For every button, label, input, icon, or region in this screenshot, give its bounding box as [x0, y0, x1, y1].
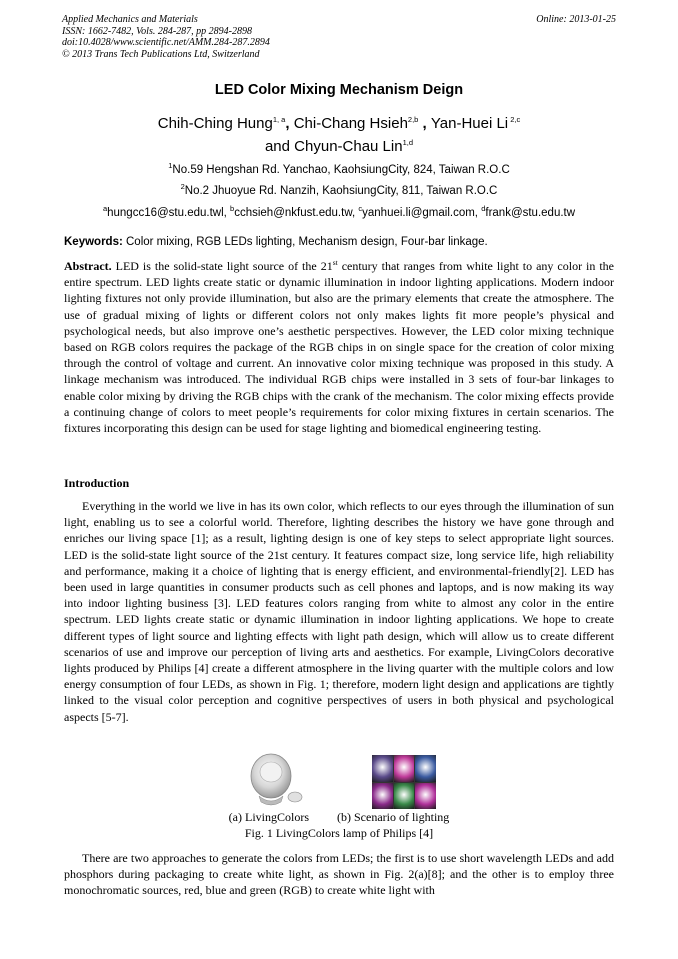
abstract-sup: st: [332, 258, 338, 267]
affiliation-2: [0, 182, 678, 197]
scene-cell: [415, 783, 436, 810]
aff-sup: 2: [180, 182, 185, 192]
email-link[interactable]: frank@stu.edu.tw: [485, 207, 576, 219]
keywords-label: Keywords:: [64, 236, 123, 248]
email-sup: c: [358, 204, 363, 214]
separator: ,: [418, 115, 431, 132]
scene-cell: [394, 755, 415, 782]
author-sup: 1,d: [402, 138, 414, 147]
author-name: Yan-Huei Li: [430, 115, 509, 132]
keywords-text: Color mixing, RGB LEDs lighting, Mechanism design, Four-bar linkage.: [122, 236, 488, 248]
paper-title: LED Color Mixing Mechanism Deign: [214, 82, 464, 98]
scene-cell: [372, 783, 393, 810]
lighting-scenario-image: [372, 755, 436, 809]
abstract-text: century that ranges from white light to any color in the entire spectrum. LED lights create static or dynamic illumination in indoor lighting applications. Modern indoor lighting fixtures not only provide illumination, but also are the primary elements that create the atmosphere. The use of gradual mixing of lights or different colors not only makes lights fit more people’s physical and psychological needs, but also improve one’s aesthetic perspectives. However, the LED color mixing technique based on RGB colors requires the package of the RGB chips in on single space for the creation of color mixing through the control of voltage and current. An innovative color mixing technique was proposed in this study. A linkage mechanism was introduced. The individual RGB chips were installed in 3 sets of four-bar linkages to enable color mixing by driving the RGB chips with the crank of the mechanism. The color mixing effects provide a continuing change of colors to meet people’s requirements for color mixing fixtures in certain scenarios. The fixtures incorporating this design can be used for stage lighting and biomedical engineering testing.: [64, 259, 615, 436]
scene-cell: [394, 783, 415, 810]
author-name: Chih-Ching Hung: [157, 115, 273, 132]
livingcolors-lamp-image: [245, 752, 305, 810]
figure-caption: Fig. 1 LivingColors lamp of Philips [4]: [244, 826, 434, 840]
author-name: Chi-Chang Hsieh: [293, 115, 408, 132]
affiliation-1: [0, 161, 678, 176]
aff-sup: 1: [168, 161, 173, 171]
abstract-label: Abstract.: [64, 259, 112, 273]
scene-cell: [415, 755, 436, 782]
abstract: [64, 258, 614, 436]
subcaption-a: (a) LivingColors: [228, 810, 309, 824]
subcaption-b: (b) Scenario of lighting: [337, 810, 450, 824]
aff-text: No.59 Hengshan Rd. Yanchao, KaohsiungCity, 824, Taiwan R.O.C: [172, 164, 510, 176]
email-link[interactable]: hungcc16@stu.edu.twl,: [107, 207, 231, 219]
author-sup: 2,c: [508, 115, 521, 124]
email-sup: b: [230, 204, 235, 214]
email-list: [0, 204, 678, 219]
author-name: Chyun-Chau Lin: [294, 138, 403, 155]
email-link[interactable]: yanhuei.li@gmail.com,: [362, 207, 482, 219]
email-sup: a: [102, 204, 108, 214]
author-sup: 2,b: [407, 115, 419, 124]
subfigure-captions: [0, 810, 678, 825]
scene-cell: [372, 755, 393, 782]
section-heading: Introduction: [64, 476, 130, 490]
journal-name: Applied Mechanics and Materials: [62, 14, 198, 25]
intro-paragraph-2: There are two approaches to generate the colors from LEDs; the first is to use short wavelength LEDs and add phosphors during packaging to create white light, as shown in Fig. 2(a)[8]; and the other is to employ three monochromatic sources, red, blue and green (RGB) to create white light with: [64, 851, 614, 898]
issn: ISSN: 1662-7482, Vols. 284-287, pp 2894-2898: [62, 25, 252, 37]
keywords: [64, 236, 614, 248]
copyright: © 2013 Trans Tech Publications Ltd, Switzerland: [62, 48, 260, 60]
author-list: [0, 112, 678, 158]
online-date: Online: 2013-01-25: [536, 14, 616, 25]
doi: doi:10.4028/www.scientific.net/AMM.284-287.2894: [62, 37, 270, 48]
aff-text: No.2 Jhuoyue Rd. Nanzih, KaohsiungCity, 811, Taiwan R.O.C: [184, 185, 498, 197]
email-link[interactable]: cchsieh@nkfust.edu.tw,: [234, 207, 359, 219]
author-sup: 1, a: [272, 115, 286, 124]
intro-paragraph-1: Everything in the world we live in has its own color, which reflects to our eyes through the illumination of sun light, enabling us to see a colorful world. Therefore, lighting describes the history we have gone through and enriches our living space [1]; as a result, lighting design is one of key steps to select appropriate light sources. LED is the solid-state light source of the 21st century. It features compact size, long service life, high reliability and performance, making it a choice of lighting that is energy efficient, and environmental-friendly[2]. LED has been used in large quantities in consumer products such as cell phones and laptops, and is now making its way into indoor lighting business [3]. LED features colors ranging from white to almost any color in the entire spectrum. LED lights create static or dynamic illumination in indoor lighting applications. We hope to create different types of light source and lighting effects with light path design, which will allow us to create different scenarios of use and improve our perception of living arts and aesthetics. For example, LivingColors decorative lights produced by Philips [4] create a different atmosphere in the living quarter with the multiple colors and low energy consumption of four LEDs, as shown in Fig. 1; therefore, modern light design and applications are tightly linked to the visual color perception and cognitive perspectives of users in both physical and psychological aspects [5-7].: [64, 499, 614, 724]
and-word: and: [264, 138, 295, 155]
email-sup: d: [481, 204, 486, 214]
separator: ,: [285, 115, 294, 132]
journal-header: [62, 14, 616, 60]
abstract-text: LED is the solid-state light source of the 21: [111, 259, 333, 273]
